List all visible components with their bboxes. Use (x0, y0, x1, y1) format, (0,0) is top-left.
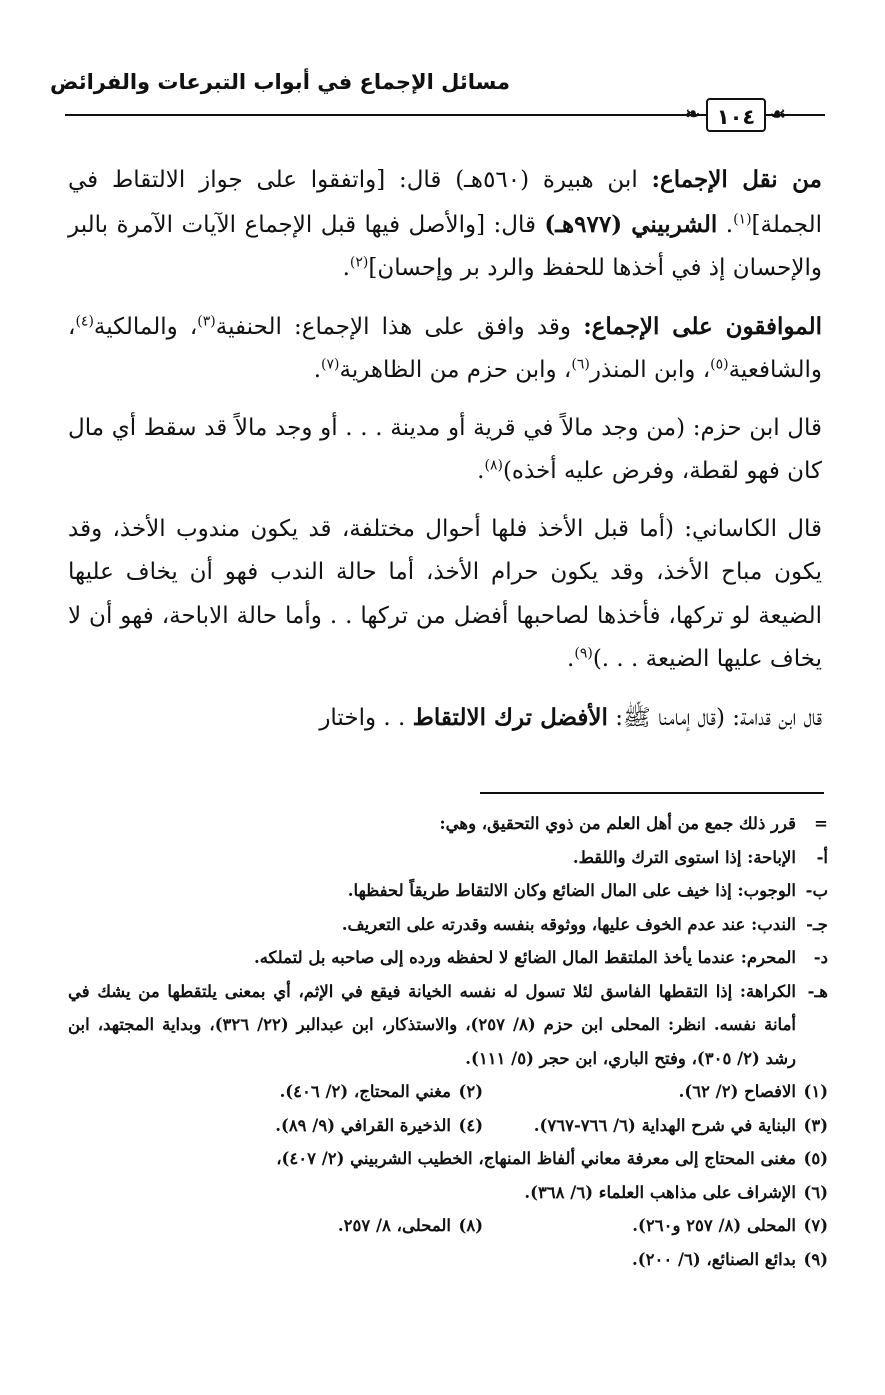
footnote-ref: (٨) (484, 457, 503, 474)
footnote-text: بدائع الصنائع، (٦/ ٢٠٠). (632, 1249, 796, 1269)
footnote-text: الوجوب: إذا خيف على المال الضائع وكان الالتقاط طريقاً لحفظها. (347, 881, 796, 900)
footnote-mark: د- (813, 948, 828, 967)
footnote-mark: (٧) (803, 1216, 828, 1235)
footnote-separator (480, 792, 824, 794)
text-run: . (313, 357, 322, 383)
footnote-mark: جـ- (806, 914, 828, 934)
footnote-mark: (٩) (803, 1249, 828, 1269)
footnote-pair (68, 1109, 828, 1143)
footnote-1 (483, 1075, 828, 1109)
footnote-ref: (٥) (710, 356, 729, 373)
text-run: قال ابن قدامة: (قال إمامنا (650, 704, 822, 731)
emphasis-text: الأفضل ترك الالتقاط (412, 703, 608, 731)
footnote-item-a (68, 841, 828, 875)
footnote-text: المحلى، ٨/ ٢٥٧. (337, 1216, 451, 1235)
section-lead: الموافقون على الإجماع: (583, 312, 822, 340)
paragraph-ibn-qudama (68, 696, 822, 741)
text-run: ، والشافعية (68, 313, 822, 383)
text-run: وقد وافق على هذا الإجماع: الحنفية (215, 313, 584, 340)
footnote-ref: (٤) (75, 312, 94, 329)
ornament-left-icon: ❧ (685, 104, 701, 125)
text-run: . (477, 458, 485, 484)
footnote-text: الكراهة: إذا التقطها الفاسق لئلا تسول له نفسه الخيانة فيقع في الإثم، أي بمعنى يلتقطها من يشك في أمانة نفسه. انظر: المحلى ابن حزم (٨/ ٢٥٧)، والاستذكار، ابن عبدالبر (٢٢/ ٣٢٦)، وبداية المجتهد، ابن رشد (٢/ ٣٠٥)، وفتح الباري، ابن حجر (٥/ ١١١). (68, 981, 796, 1068)
text-run: ، وابن المنذر (589, 357, 711, 383)
paragraph-agreeing-schools (68, 305, 822, 393)
footnotes (68, 807, 828, 1276)
footnote-3 (483, 1109, 828, 1143)
footnote-item-j (68, 908, 828, 942)
text-run: قال: [والأصل فيها قبل الإجماع الآيات الآمرة بالبر والإحسان إذ في أخذها للحفظ والرد بر وإحسان] (68, 211, 822, 281)
footnote-item-b (68, 874, 828, 908)
footnote-text: المحلى (٨/ ٢٥٧ و٢٦٠). (632, 1216, 796, 1235)
footnote-item-d (68, 941, 828, 975)
text-run: ، وابن حزم من الظاهرية (339, 357, 572, 383)
footnote-mark: ب- (805, 881, 828, 900)
footnote-ref: (٢) (349, 254, 369, 271)
footnote-text: البناية في شرح الهداية (٦/ ٧٦٦-٧٦٧). (533, 1115, 796, 1135)
paragraph-ibn-hazm (68, 407, 822, 494)
text-run: . (717, 211, 734, 238)
footnote-text: مغنى المحتاج إلى معرفة معاني ألفاظ المنهاج، الخطيب الشربيني (٢/ ٤٠٧)، (276, 1149, 796, 1168)
paragraph-kasani (68, 508, 822, 682)
page-number: ١٠٤ (706, 98, 766, 132)
footnote-pair (68, 1209, 828, 1243)
footnote-ref: (١) (733, 210, 752, 227)
footnote-mark: (٦) (803, 1182, 828, 1202)
footnote-mark: (٥) (803, 1149, 828, 1168)
scholar-name: الشربيني (٩٧٧هـ) (544, 210, 718, 238)
ornament-right-icon: ☙ (770, 104, 787, 125)
text-run: قال ابن حزم: (من وجد مالاً في قرية أو مدينة . . . أو وجد مالاً قد سقط أي مال كان فهو لقطة، وفرض عليه أخذه) (68, 414, 822, 484)
footnote-text: الإباحة: إذا استوى الترك واللقط. (572, 847, 796, 867)
footnote-ref: (٦) (571, 356, 590, 373)
footnote-mark: (٨) (458, 1216, 483, 1235)
footnote-ref: (٧) (321, 356, 340, 373)
footnote-text: مغني المحتاج، (٢/ ٤٠٦). (279, 1082, 451, 1101)
honorific-icon: ﷺ (623, 704, 651, 731)
footnote-text: الندب: عند عدم الخوف عليها، ووثوقه بنفسه وقدرته على التعريف. (341, 914, 796, 934)
text-run: : (607, 704, 624, 731)
text-run: قال الكاساني: (أما قبل الأخذ فلها أحوال مختلفة، قد يكون مندوب الأخذ، وقد يكون مباح الأخذ، وقد يكون حرام الأخذ، أما حالة الندب فهو أن يخاف عليها الضيعة لو تركها، فأخذها لصاحبها أفضل من تركها . . وأما حالة الاباحة، فهو أن لا يخاف عليها الضيعة . . .) (68, 515, 822, 672)
section-lead: من نقل الإجماع: (651, 166, 822, 193)
text-run: . (342, 255, 350, 281)
footnote-text: قرر ذلك جمع من أهل العلم من ذوي التحقيق، وهي: (439, 814, 796, 833)
text-run: ابن هبيرة (٥٦٠هـ) قال: [واتفقوا على جواز الالتقاط في الجملة] (68, 167, 823, 238)
footnote-mark: (١) (803, 1082, 828, 1101)
footnote-text: الافصاح (٢/ ٦٢). (678, 1082, 796, 1101)
footnote-ref: (٩) (574, 645, 593, 662)
footnote-mark: أ- (816, 847, 828, 867)
running-header-title: مسائل الإجماع في أبواب التبرعات والفرائض (50, 70, 510, 94)
footnote-ref: (٣) (197, 312, 216, 329)
footnote-item-h (68, 975, 828, 1076)
footnote-text: الإشراف على مذاهب العلماء (٦/ ٣٦٨). (524, 1182, 796, 1202)
footnote-mark: هـ- (807, 981, 828, 1001)
footnote-continued (68, 807, 828, 841)
footnote-mark: (٣) (803, 1115, 828, 1135)
footnote-mark: = (814, 814, 828, 833)
text-run: . (567, 646, 575, 672)
footnote-pair (68, 1075, 828, 1109)
main-text (68, 158, 822, 754)
footnote-mark: (٤) (458, 1115, 483, 1135)
paragraph-ijma-transmitters (68, 158, 822, 291)
text-run: . . واختار (319, 704, 413, 731)
footnote-8 (138, 1209, 483, 1243)
footnote-5 (68, 1142, 828, 1176)
footnote-2 (138, 1075, 483, 1109)
text-run: ، والمالكية (93, 313, 198, 340)
footnote-7 (483, 1209, 828, 1243)
footnote-9 (68, 1243, 828, 1277)
footnote-text: الذخيرة القرافي (٩/ ٨٩). (275, 1115, 451, 1135)
footnote-mark: (٢) (458, 1082, 483, 1101)
footnote-text: المحرم: عندما يأخذ الملتقط المال الضائع لا لحفظه ورده إلى صاحبه بل لتملكه. (253, 948, 796, 967)
footnote-4 (138, 1109, 483, 1143)
footnote-6 (68, 1176, 828, 1210)
